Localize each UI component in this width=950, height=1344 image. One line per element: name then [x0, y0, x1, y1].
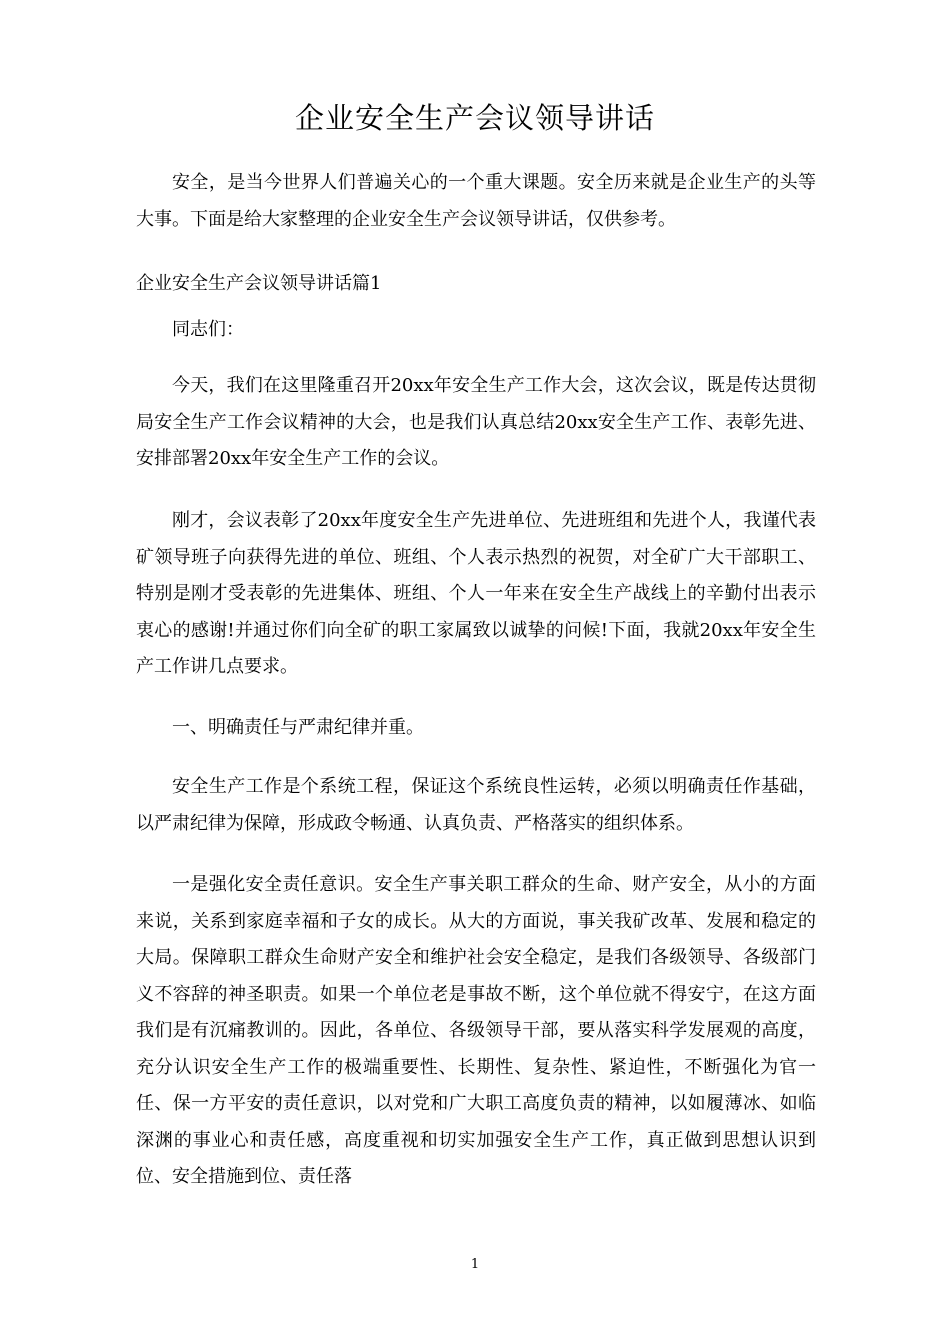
body-paragraph-1: 今天，我们在这里隆重召开20xx年安全生产工作大会，这次会议，既是传达贯彻局安全生产工作会议精神的大会，也是我们认真总结20xx安全生产工作、表彰先进、安排部署20xx年安全生产工作的会议。 [136, 375, 816, 469]
document-title: 企业安全生产会议领导讲话 [294, 101, 655, 135]
page-number: 1 [470, 1257, 480, 1272]
section-heading: 企业安全生产会议领导讲话篇1 [136, 273, 382, 294]
intro-paragraph: 安全，是当今世界人们普遍关心的一个重大课题。安全历来就是企业生产的头等大事。下面是给大家整理的企业安全生产会议领导讲话，仅供参考。 [136, 172, 816, 230]
salutation: 同志们： [172, 319, 244, 340]
body-paragraph-4: 一是强化安全责任意识。安全生产事关职工群众的生命、财产安全，从小的方面来说，关系到家庭幸福和子女的成长。从大的方面说，事关我矿改革、发展和稳定的大局。保障职工群众生命财产安全和维护社会安全稳定，是我们各级领导、各级部门义不容辞的神圣职责。如果一个单位老是事故不断，这个单位就不得安宁，在这方面我们是有沉痛教训的。因此，各单位、各级领导干部，要从落实科学发展观的高度，充分认识安全生产工作的极端重要性、长期性、复杂性、紧迫性，不断强化为官一任、保一方平安的责任意识，以对党和广大职工高度负责的精神，以如履薄冰、如临深渊的事业心和责任感，高度重视和切实加强安全生产工作，真正做到思想认识到位、安全措施到位、责任落 [136, 874, 816, 1187]
subsection-heading: 一、明确责任与严肃纪律并重。 [172, 717, 424, 738]
body-paragraph-3: 安全生产工作是个系统工程，保证这个系统良性运转，必须以明确责任作基础，以严肃纪律为保障，形成政令畅通、认真负责、严格落实的组织体系。 [136, 776, 816, 834]
body-paragraph-2: 刚才，会议表彰了20xx年度安全生产先进单位、先进班组和先进个人，我谨代表矿领导班子向获得先进的单位、班组、个人表示热烈的祝贺，对全矿广大干部职工、特别是刚才受表彰的先进集体、班组、个人一年来在安全生产战线上的辛勤付出表示衷心的感谢!并通过你们向全矿的职工家属致以诚挚的问候!下面，我就20xx年安全生产工作讲几点要求。 [136, 510, 816, 677]
